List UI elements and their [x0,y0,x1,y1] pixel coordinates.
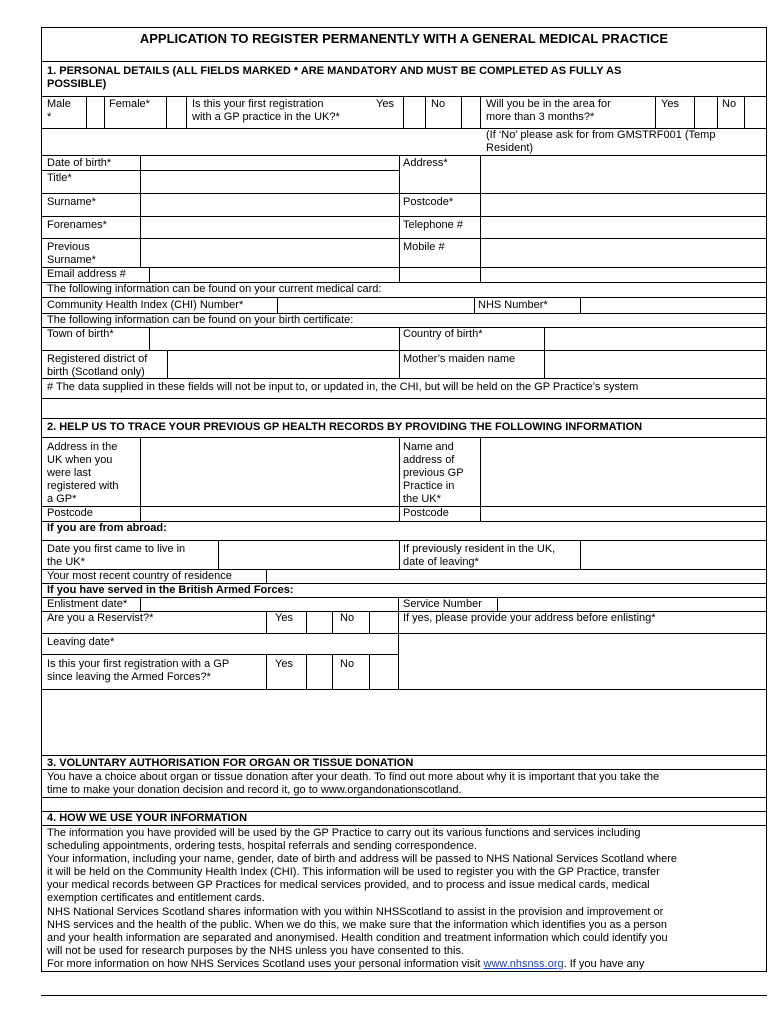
rule [41,689,767,690]
reservist-label: Are you a Reservist?* [47,612,154,624]
rule [461,96,462,128]
page-bottom-rule [41,995,767,996]
birth-certificate-note: The following information can be found on your birth certificate: [47,314,354,326]
rule [167,350,168,378]
section4-heading: 4. HOW WE USE YOUR INFORMATION [47,812,248,824]
more-info-text: For more information on how NHS Services Scotland uses your personal information visit [47,958,484,970]
rule [480,155,481,282]
rule [399,540,400,569]
previous-postcode-label: Postcode [47,507,93,519]
first-registration-label: Is this your first registration [192,98,324,110]
address-label: Address* [403,157,448,169]
rule [41,238,767,239]
gp-postcode-label: Postcode [403,507,449,519]
section1-heading: 1. PERSONAL DETAILS (ALL FIELDS MARKED * ARE MANDATORY AND MUST BE COMPLETED AS FULLY AS [47,65,622,77]
rule [41,398,767,399]
rule [266,654,267,689]
rule [398,611,399,689]
telephone-label: Telephone # [403,219,463,231]
first-after-no-label: No [340,658,355,670]
first-came-label: Date you first came to live in [47,543,186,555]
rule [266,611,267,633]
rule [41,155,767,156]
previous-gp-label: address of [403,454,455,466]
rule [480,96,481,128]
info-use-text: The information you have provided will be used by the GP Practice to carry out its various functions and services including [47,827,641,839]
rule [399,437,400,521]
rule [744,96,745,128]
first-after-forces-label: Is this your first registration with a GP [47,658,230,670]
mobile-label: Mobile # [403,241,445,253]
rule [41,378,767,379]
temp-resident-note-cont: Resident) [486,142,534,154]
service-number-label: Service Number [403,598,482,610]
section1-heading-cont: POSSIBLE) [47,78,107,90]
previous-gp-label: the UK* [403,493,441,505]
rule [425,96,426,128]
mothers-maiden-name-label: Mother’s maiden name [403,353,516,365]
info-use-text: NHS National Services Scotland shares information with you within NHSScotland to assist in the provision and improvement or [47,906,664,918]
town-of-birth-label: Town of birth* [47,328,114,340]
rule [655,96,656,128]
rule [717,96,718,128]
rule [474,297,475,313]
rule [186,96,187,128]
rule [306,611,307,633]
rule [398,597,399,611]
rule [41,755,767,756]
info-use-text: your medical records between GP Practices for medical services provided, and to process and issue medical cards, medical [47,879,650,891]
rule [140,155,141,267]
first-after-yes-label: Yes [275,658,293,670]
rule [41,825,767,826]
rule [41,193,767,194]
rule [41,540,767,541]
info-use-text: NHS services and the health of the public. When we do this, we make sure that the information which identifies you as a person [47,919,667,931]
rule [480,437,481,521]
previous-address-label: a GP* [47,493,77,505]
info-use-text: Your information, including your name, gender, date of birth and address will be passed to NHS National Services Scotland where [47,853,678,865]
info-use-text: will not be used for research purposes by the NHS unless you have consented to this. [47,945,465,957]
address-before-enlisting-label: If yes, please provide your address before enlisting* [403,612,656,624]
rule [369,654,370,689]
previous-surname-label: Previous [47,241,90,253]
first-after-forces-label-cont: since leaving the Armed Forces?* [47,671,211,683]
leaving-date-label: Leaving date* [47,636,115,648]
chi-number-label: Community Health Index (CHI) Number* [47,299,244,311]
rule [41,654,398,655]
rule [544,327,545,378]
previous-surname-label-cont: Surname* [47,254,96,266]
rule [694,96,695,128]
more-info-line [47,958,644,971]
info-use-text: and your health information are separated and anonymised. Health condition and treatment information which could identify you [47,932,668,944]
previous-gp-label: Name and [403,441,454,453]
rule [497,597,498,611]
rule [41,96,767,97]
rule [41,170,399,171]
info-use-text: scheduling appointments, ordering tests, hospital referrals and sending correspondence. [47,840,477,852]
rule [399,327,400,378]
rule [86,96,87,128]
rule [369,611,370,633]
area-question-label: Will you be in the area for [486,98,611,110]
previous-resident-label-cont: date of leaving* [403,556,479,568]
rule [41,61,767,62]
info-use-text: exemption certificates and entitlement cards. [47,892,265,904]
area-question-label-cont: more than 3 months?* [486,111,595,123]
previous-address-label: were last [47,467,92,479]
rule [41,797,767,798]
rule [403,96,404,128]
reservist-no-label: No [340,612,355,624]
rule [332,654,333,689]
first-came-label-cont: the UK* [47,556,85,568]
rule [41,350,767,351]
info-use-text: it will be held on the Community Health Index (CHI). This information will be used to register you with the GP Practice, transfer [47,866,660,878]
female-label: Female* [109,98,150,110]
rule [580,297,581,313]
rule [41,633,767,634]
previous-address-label: UK when you [47,454,113,466]
registered-district-label: Registered district of [47,353,148,365]
title-label: Title* [47,172,72,184]
section2-heading: 2. HELP US TO TRACE YOUR PREVIOUS GP HEALTH RECORDS BY PROVIDING THE FOLLOWING INFORMATION [47,421,643,433]
rule [41,437,767,438]
previous-address-label: Address in the [47,441,118,453]
previous-gp-label: Practice in [403,480,455,492]
organ-donation-text-cont: time to make your donation decision and record it, go to www.organdonationscotland. [47,784,462,796]
armed-forces-heading: If you have served in the British Armed Forces: [47,584,294,596]
rule [218,540,219,569]
organ-donation-text: You have a choice about organ or tissue donation after your death. To find out more about why it is important that you take the [47,771,660,783]
rule [332,611,333,633]
rule [140,437,141,521]
previous-resident-label: If previously resident in the UK, [403,543,556,555]
nhsnss-link[interactable]: www.nhsnss.org [483,958,564,970]
registered-district-label-cont: birth (Scotland only) [47,366,145,378]
rule [580,540,581,569]
rule [266,569,267,583]
area-yes-label: Yes [661,98,679,110]
male-label: Male [47,98,71,110]
previous-gp-label: previous GP [403,467,464,479]
area-no-label: No [722,98,737,110]
surname-label: Surname* [47,196,96,208]
abroad-heading: If you are from abroad: [47,522,167,534]
rule [306,654,307,689]
medical-card-note: The following information can be found on your current medical card: [47,283,382,295]
rule [149,327,150,350]
section3-heading: 3. VOLUNTARY AUTHORISATION FOR ORGAN OR TISSUE DONATION [47,757,414,769]
male-star: * [47,111,52,123]
rule [166,96,167,128]
rule [41,418,767,419]
rule [140,597,141,611]
forenames-label: Forenames* [47,219,107,231]
recent-country-label: Your most recent country of residence [47,570,232,582]
rule [41,297,767,298]
rule [399,155,400,282]
rule [277,297,278,313]
nhs-number-label: NHS Number* [478,299,548,311]
rule [149,267,150,282]
chi-data-note: # The data supplied in these fields will not be input to, or updated in, the CHI, but will be held on the GP Practice’s system [47,381,639,393]
country-of-birth-label: Country of birth* [403,328,483,340]
first-reg-yes-label: Yes [376,98,394,110]
reservist-yes-label: Yes [275,612,293,624]
first-reg-no-label: No [431,98,446,110]
postcode-label: Postcode* [403,196,454,208]
email-label: Email address # [47,268,126,280]
form-title: APPLICATION TO REGISTER PERMANENTLY WITH A GENERAL MEDICAL PRACTICE [139,31,669,46]
previous-address-label: registered with [47,480,119,492]
rule [41,216,767,217]
rule [104,96,105,128]
temp-resident-note: (If ‘No’ please ask for from GMSTRF001 (Temp [486,129,716,141]
enlistment-date-label: Enlistment date* [47,598,128,610]
more-info-text-cont: . If you have any [563,958,645,970]
first-registration-label-cont: with a GP practice in the UK?* [192,111,340,123]
dob-label: Date of birth* [47,157,112,169]
